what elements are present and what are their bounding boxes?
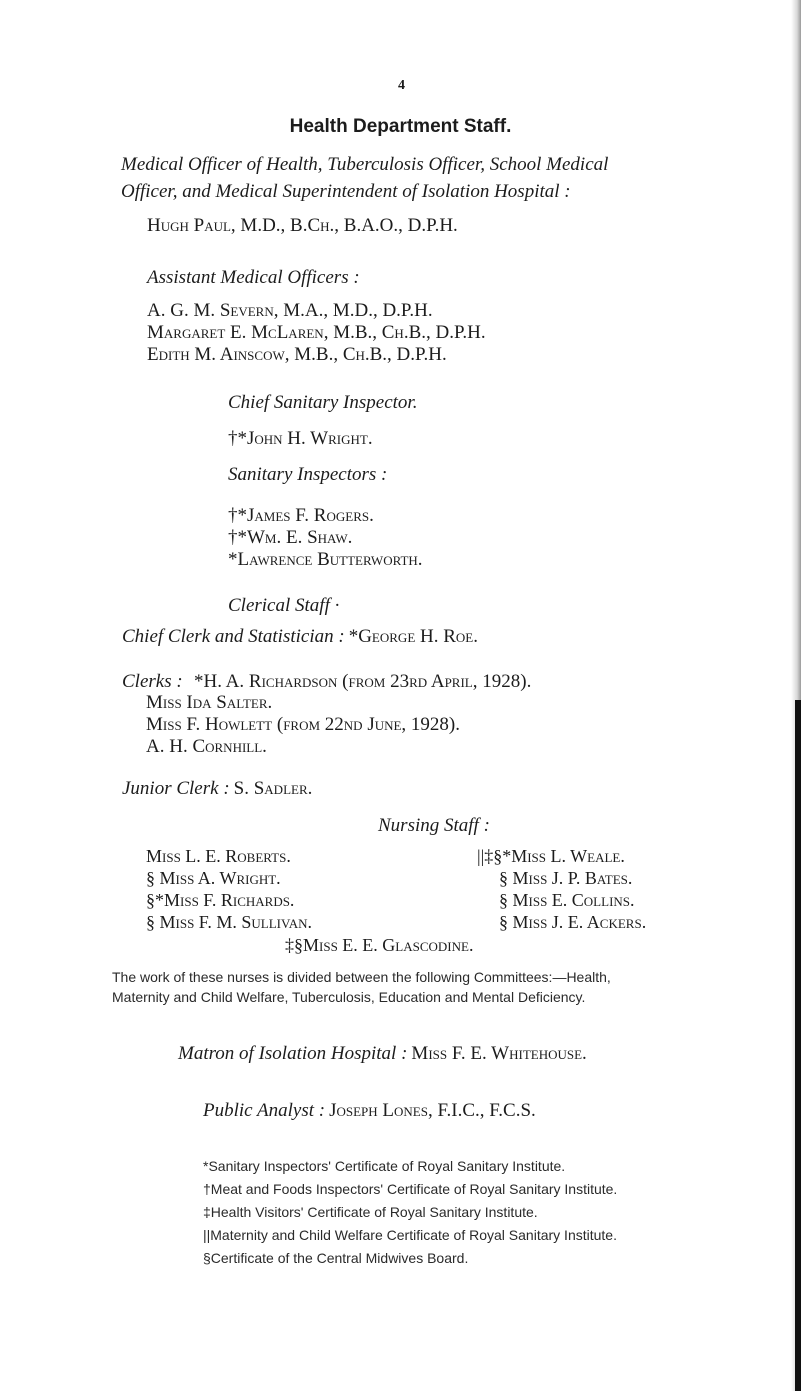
nurse-last: ‡§Miss E. E. Glascodine. xyxy=(285,935,474,955)
clerk-3: Miss F. Howlett (from 22nd June, 1928). xyxy=(146,714,461,735)
chief-inspector-name: †*John H. Wright. xyxy=(228,428,373,449)
nurse-right-4: § Miss J. E. Ackers. xyxy=(499,912,647,932)
nursing-heading: Nursing Staff : xyxy=(378,815,490,836)
nurse-left-3: §*Miss F. Richards. xyxy=(146,890,295,910)
analyst-name: Joseph Lones, F.I.C., F.C.S. xyxy=(329,1100,536,1121)
analyst-line xyxy=(203,1100,536,1122)
footnote-3: ‡Health Visitors' Certificate of Royal Sanitary Institute. xyxy=(203,1204,538,1220)
inspectors-heading: Sanitary Inspectors : xyxy=(228,464,388,485)
footnote-2: †Meat and Foods Inspectors' Certificate of Royal Sanitary Institute. xyxy=(203,1181,618,1197)
inspector-name-1: †*James F. Rogers. xyxy=(228,505,374,526)
assistant-name-2: Margaret E. McLaren, M.B., Ch.B., D.P.H. xyxy=(147,322,486,343)
footnote-5: §Certificate of the Central Midwives Board. xyxy=(203,1250,469,1266)
chief-clerk-label: Chief Clerk and Statistician : xyxy=(122,626,345,647)
analyst-label: Public Analyst : xyxy=(203,1100,326,1121)
nurse-right-3: § Miss E. Collins. xyxy=(499,890,635,910)
moh-heading-line2: Officer, and Medical Superintendent of Isolation Hospital : xyxy=(121,181,571,202)
moh-name: Hugh Paul, M.D., B.Ch., B.A.O., D.P.H. xyxy=(147,215,458,236)
clerk-1: *H. A. Richardson (from 23rd April, 1928). xyxy=(194,671,532,692)
nurse-right-2: § Miss J. P. Bates. xyxy=(499,868,633,888)
chief-clerk-line xyxy=(122,626,478,648)
moh-heading-line1: Medical Officer of Health, Tuberculosis Officer, School Medical xyxy=(121,154,609,175)
clerk-4: A. H. Cornhill. xyxy=(146,736,267,757)
assistant-name-1: A. G. M. Severn, M.A., M.D., D.P.H. xyxy=(147,300,433,321)
page-edge-binding xyxy=(795,700,801,1391)
matron-label: Matron of Isolation Hospital : xyxy=(178,1043,408,1064)
chief-inspector-heading: Chief Sanitary Inspector. xyxy=(228,392,418,413)
inspector-name-2: †*Wm. E. Shaw. xyxy=(228,527,353,548)
junior-clerk-name: S. Sadler. xyxy=(233,778,313,799)
page-number: 4 xyxy=(398,78,405,93)
junior-clerk-line xyxy=(122,778,312,800)
chief-clerk-name: *George H. Roe. xyxy=(348,626,478,647)
nurse-left-1: Miss L. E. Roberts. xyxy=(146,846,291,866)
matron-name: Miss F. E. Whitehouse. xyxy=(411,1043,587,1064)
footnote-4: ||Maternity and Child Welfare Certificate of Royal Sanitary Institute. xyxy=(203,1227,617,1243)
assistant-name-3: Edith M. Ainscow, M.B., Ch.B., D.P.H. xyxy=(147,344,447,365)
nursing-note-line1: The work of these nurses is divided between the following Committees:—Health, xyxy=(112,969,611,985)
clerical-heading: Clerical Staff · xyxy=(228,595,340,616)
clerks-label: Clerks : xyxy=(122,671,183,692)
page-title: Health Department Staff. xyxy=(289,116,512,137)
matron-line xyxy=(178,1043,587,1065)
nurse-left-4: § Miss F. M. Sullivan. xyxy=(146,912,312,932)
footnote-1: *Sanitary Inspectors' Certificate of Royal Sanitary Institute. xyxy=(203,1158,566,1174)
nurse-right-1: ||‡§*Miss L. Weale. xyxy=(477,846,625,866)
assistants-heading: Assistant Medical Officers : xyxy=(147,267,360,288)
clerk-2: Miss Ida Salter. xyxy=(146,692,273,713)
nursing-note-line2: Maternity and Child Welfare, Tuberculosis, Education and Mental Deficiency. xyxy=(112,989,586,1005)
inspector-name-3: *Lawrence Butterworth. xyxy=(228,549,423,570)
junior-clerk-label: Junior Clerk : xyxy=(122,778,230,799)
nurse-left-2: § Miss A. Wright. xyxy=(146,868,281,888)
